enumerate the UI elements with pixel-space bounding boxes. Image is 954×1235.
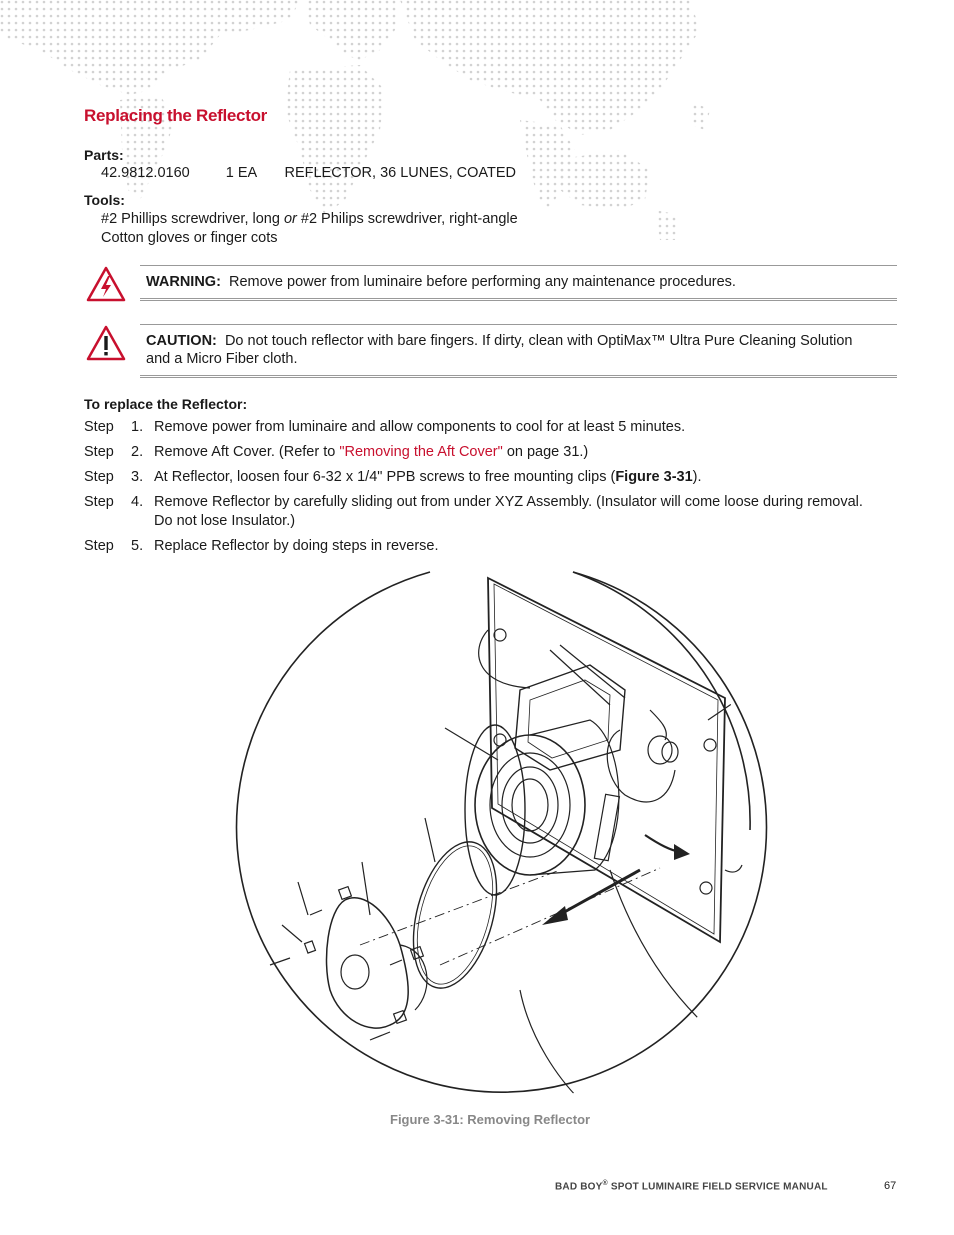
registered-mark: ® — [602, 1180, 608, 1187]
section-heading: Replacing the Reflector — [84, 106, 267, 125]
footer-brand: BAD BOY — [555, 1181, 603, 1193]
caution-box — [140, 324, 897, 378]
tools-line-1 — [101, 210, 518, 229]
step-number: 3. — [131, 469, 144, 485]
step-text-part: Remove Aft Cover. (Refer to — [154, 444, 340, 460]
caution-icon — [86, 325, 126, 361]
step-text-part: At Reflector, loosen four 6-32 x 1/4" PPB screws to free mounting clips ( — [154, 469, 616, 485]
caution-label: CAUTION: — [146, 333, 217, 349]
figure-caption: Figure 3-31: Removing Reflector — [390, 1112, 591, 1127]
step-number: 4. — [131, 494, 144, 510]
tool-right-angle-screwdriver: #2 Philips screwdriver, right-angle — [300, 211, 518, 227]
step-1 — [84, 418, 686, 437]
step-text: Remove power from luminaire and allow components to cool for at least 5 minutes. — [154, 419, 686, 435]
page-number: 67 — [884, 1180, 897, 1192]
part-description: REFLECTOR, 36 LUNES, COATED — [284, 165, 516, 181]
part-number: 42.9812.0160 — [101, 165, 190, 181]
tools-label: Tools: — [84, 192, 125, 208]
parts-label: Parts: — [84, 147, 124, 163]
tools-or: or — [283, 211, 297, 227]
step-word: Step — [84, 419, 114, 435]
step-text-part: on page 31.) — [502, 444, 589, 460]
parts-line — [101, 164, 516, 183]
part-quantity: 1 EA — [225, 165, 257, 181]
step-number: 5. — [131, 538, 144, 554]
aft-cover-link[interactable]: "Removing the Aft Cover" — [339, 444, 503, 460]
footer-manual-title — [555, 1180, 828, 1192]
step-text — [154, 468, 874, 487]
step-word: Step — [84, 538, 114, 554]
step-number: 2. — [131, 444, 144, 460]
footer-title-text: SPOT LUMINAIRE FIELD SERVICE MANUAL — [607, 1181, 828, 1193]
step-text — [154, 443, 874, 462]
caution-text: Do not touch reflector with bare fingers. If dirty, clean with OptiMax™ Ultra Pure Cleaning Solution and a Micro Fiber cloth. — [146, 333, 853, 367]
tools-line-2: Cotton gloves or finger cots — [101, 230, 278, 246]
figure-reference: Figure 3-31 — [615, 469, 693, 485]
step-text: Remove Reflector by carefully sliding out from under XYZ Assembly. (Insulator will come loose during removal. Do not lose Insulator.) — [154, 494, 863, 529]
electrical-hazard-icon — [86, 266, 126, 302]
step-word: Step — [84, 494, 114, 510]
warning-box — [140, 265, 897, 301]
warning-label: WARNING: — [146, 274, 221, 290]
procedure-title: To replace the Reflector: — [84, 396, 248, 412]
step-text-part: ). — [692, 469, 702, 485]
reflector-removal-figure — [230, 570, 780, 1105]
step-text: Replace Reflector by doing steps in reverse. — [154, 538, 439, 554]
step-word: Step — [84, 469, 114, 485]
step-3 — [84, 468, 702, 487]
warning-text: Remove power from luminaire before performing any maintenance procedures. — [228, 274, 736, 290]
step-5 — [84, 537, 439, 556]
tool-long-screwdriver: #2 Phillips screwdriver, long — [101, 211, 280, 227]
step-2 — [84, 443, 589, 462]
step-number: 1. — [131, 419, 144, 435]
step-4 — [84, 493, 863, 529]
step-word: Step — [84, 444, 114, 460]
